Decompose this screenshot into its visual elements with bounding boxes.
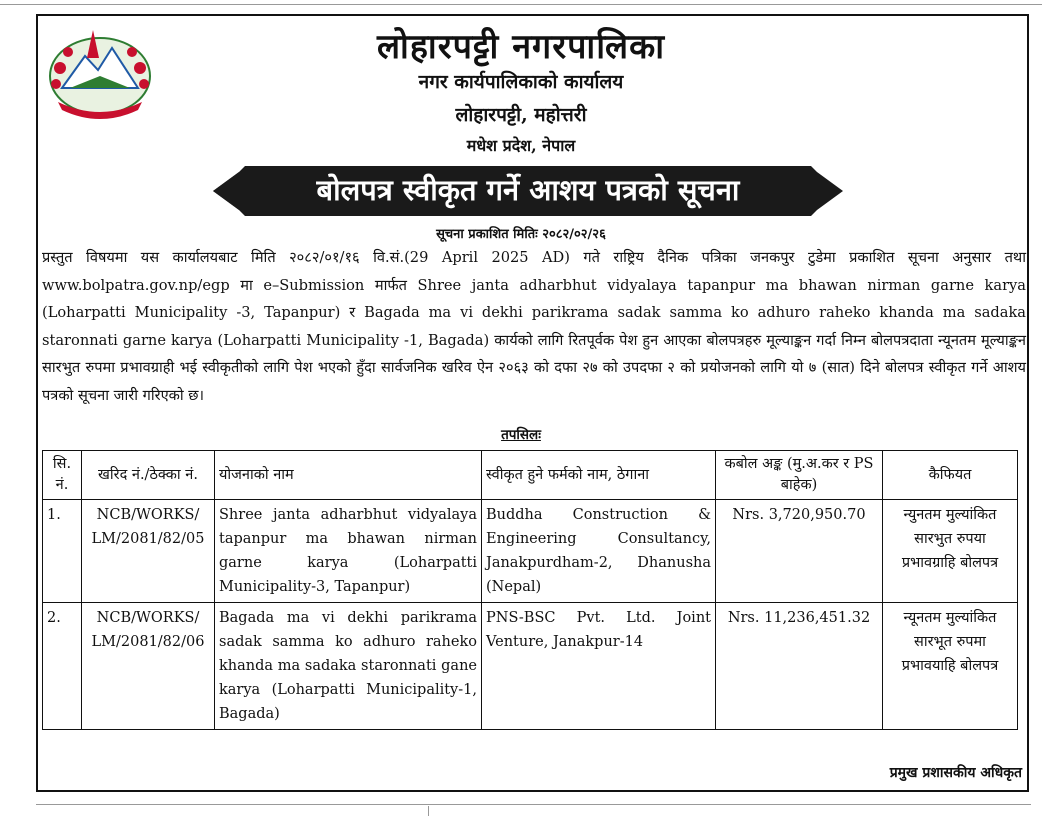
header-firm: स्वीकृत हुने फर्मको नाम, ठेगाना	[482, 451, 716, 500]
bottom-tick	[428, 806, 429, 816]
cell-sn: 1.	[43, 500, 82, 603]
published-date: सूचना प्रकाशित मितिः २०८२/०२/२६	[436, 227, 606, 242]
header-contract-no: खरिद नं./ठेक्का नं.	[82, 451, 215, 500]
header-remarks: कैफियत	[883, 451, 1018, 500]
signatory: प्रमुख प्रशासकीय अधिकृत	[889, 765, 1022, 781]
cell-remarks: न्यूनतम मुल्यांकित सारभूत रुपमा प्रभावयाहि बोलपत्र	[883, 603, 1018, 730]
cell-contract-no: NCB/WORKS/ LM/2081/82/06	[82, 603, 215, 730]
table-row	[43, 500, 1018, 603]
notice-title: बोलपत्र स्वीकृत गर्ने आशय पत्रको सूचना	[316, 173, 740, 207]
header-amount: कबोल अङ्क (मु.अ.कर र PS बाहेक)	[716, 451, 883, 500]
org-name: लोहारपट्टी नगरपालिका	[376, 27, 666, 67]
table-row	[43, 603, 1018, 730]
notice-body: प्रस्तुत विषयमा यस कार्यालयबाट मिति २०८२/०१/१६ वि.सं.(29 April 2025 AD) गते राष्ट्रिय दैनिक पत्रिका जनकपुर टुडेमा प्रकाशित सूचना अनुसार तथा www.bolpatra.gov.np/egp मा e–Submission मार्फत Shree janta adharbhut vidyalaya tapanpur ma bhawan nirman garne karya (Loharpatti Municipality -3, Tapanpur) र Bagada ma vi dekhi parikrama sadak samma ko adhuro raheko khanda ma sadaka staronnati garne karya (Loharpatti Municipality -1, Bagada) कार्यको लागि रितपूर्वक पेश हुन आएका बोलपत्रहरु मूल्याङ्कन गर्दा निम्न बोलपत्रदाता न्यूनतम मूल्याङ्कन सारभुत रुपमा प्रभावग्राही भई स्वीकृतीको लागि पेश भएको हुँदा सार्वजनिक खरिव ऐन २०६३ को दफा २७ को उपदफा २ को प्रयोजनको लागि यो ७ (सात) दिने बोलपत्र स्वीकृत गर्ने आशय पत्रको सूचना जारी गरिएको छ।	[42, 249, 1026, 404]
header-sn: सि. नं.	[43, 451, 82, 500]
office-location: लोहारपट्टी, महोत्तरी	[455, 104, 587, 126]
cell-contract-no: NCB/WORKS/ LM/2081/82/05	[82, 500, 215, 603]
cell-amount: Nrs. 11,236,451.32	[716, 603, 883, 730]
cell-project: Bagada ma vi dekhi parikrama sadak samma ko adhuro raheko khanda ma sadaka staronnati gane karya (Loharpatti Municipality-1, Bagada)	[215, 603, 482, 730]
province-country: मधेश प्रदेश, नेपाल	[466, 136, 576, 155]
cell-remarks: न्युनतम मुल्यांकित सारभुत रुपया प्रभावग्राहि बोलपत्र	[883, 500, 1018, 603]
office-name: नगर कार्यपालिकाको कार्यालय	[418, 71, 624, 93]
table-header-row	[43, 451, 1018, 500]
cell-firm: PNS-BSC Pvt. Ltd. Joint Venture, Janakpur-14	[482, 603, 716, 730]
cell-firm: Buddha Construction & Engineering Consultancy, Janakpurdham-2, Dhanusha (Nepal)	[482, 500, 716, 603]
header-project: योजनाको नाम	[215, 451, 482, 500]
cell-sn: 2.	[43, 603, 82, 730]
details-label: तपसिलः	[501, 427, 541, 443]
bottom-rule	[36, 804, 1031, 805]
top-rule	[0, 4, 1042, 5]
cell-project: Shree janta adharbhut vidyalaya tapanpur ma bhawan nirman garne karya (Loharpatti Municipality-3, Tapanpur)	[215, 500, 482, 603]
approval-table	[42, 450, 1018, 730]
cell-amount: Nrs. 3,720,950.70	[716, 500, 883, 603]
